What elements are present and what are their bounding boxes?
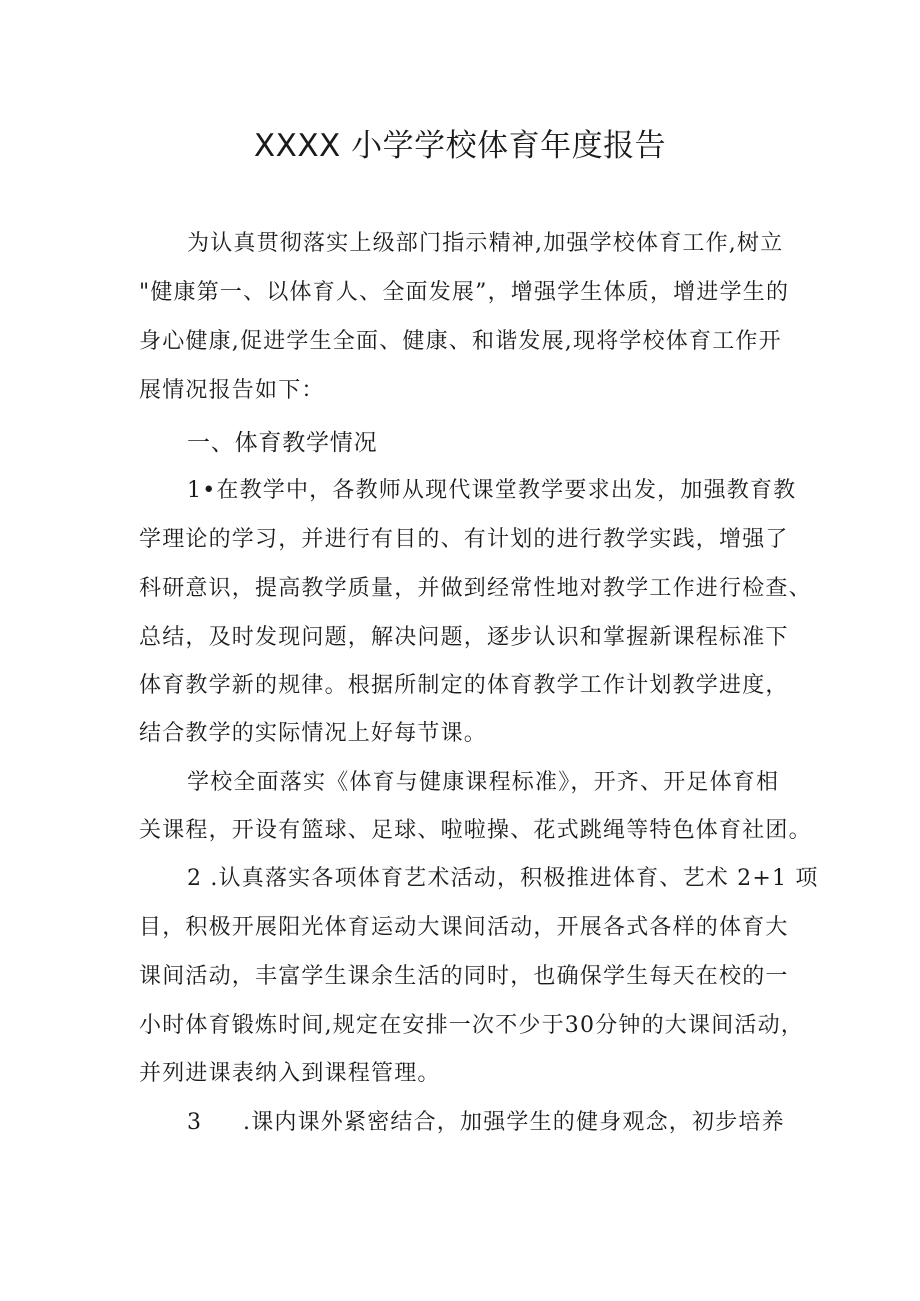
item3-number: 3 [187,1110,203,1135]
item1-line-6: 结合教学的实际情况上好每节课。 [139,721,488,746]
item1-line-2: 学理论的学习，并进行有目的、有计划的进行教学实践，增强了 [139,527,789,552]
curriculum-line-1: 学校全面落实《体育与健康课程标准》，开齐、开足体育相 [187,770,780,795]
item1-line-1: 1•在教学中，各教师从现代课堂教学要求出发，加强教育教 [187,478,797,503]
intro-line-3: 身心健康,促进学生全面、健康、和谐发展,现将学校体育工作开 [139,329,782,354]
curriculum-line-2: 关课程，开设有篮球、足球、啦啦操、花式跳绳等特色体育社团。 [139,818,812,843]
intro-line-1: 为认真贯彻落实上级部门指示精神,加强学校体育工作,树立 [187,231,784,256]
item2-line-2: 目，积极开展阳光体育运动大课间活动，开展各式各样的体育大 [139,915,789,940]
item2-line-3: 课间活动，丰富学生课余生活的同时，也确保学生每天在校的一 [139,964,789,989]
intro-line-4: 展情况报告如下： [139,378,325,403]
item2-line-1: 2 .认真落实各项体育艺术活动，积极推进体育、艺术 2+1 项 [187,866,819,891]
item2-line-4: 小时体育锻炼时间,规定在安排一次不少于30分钟的大课间活动， [139,1013,804,1038]
item3-line-1: .课内课外紧密结合，加强学生的健身观念，初步培养 [243,1110,785,1135]
item1-line-4: 总结，及时发现问题，解决问题，逐步认识和掌握新课程标准下 [139,625,789,650]
item1-line-3: 科研意识，提高教学质量，并做到经常性地对教学工作进行检查、 [139,576,812,601]
section-heading-1: 一、体育教学情况 [187,430,378,456]
document-title: XXXX 小学学校体育年度报告 [253,128,667,164]
item1-line-5: 体育教学新的规律。根据所制定的体育教学工作计划教学进度， [139,673,789,698]
item2-line-5: 并列进课表纳入到课程管理。 [139,1061,441,1086]
intro-line-2: "健康第一、以体育人、全面发展”，增强学生体质，增进学生的 [139,280,790,305]
